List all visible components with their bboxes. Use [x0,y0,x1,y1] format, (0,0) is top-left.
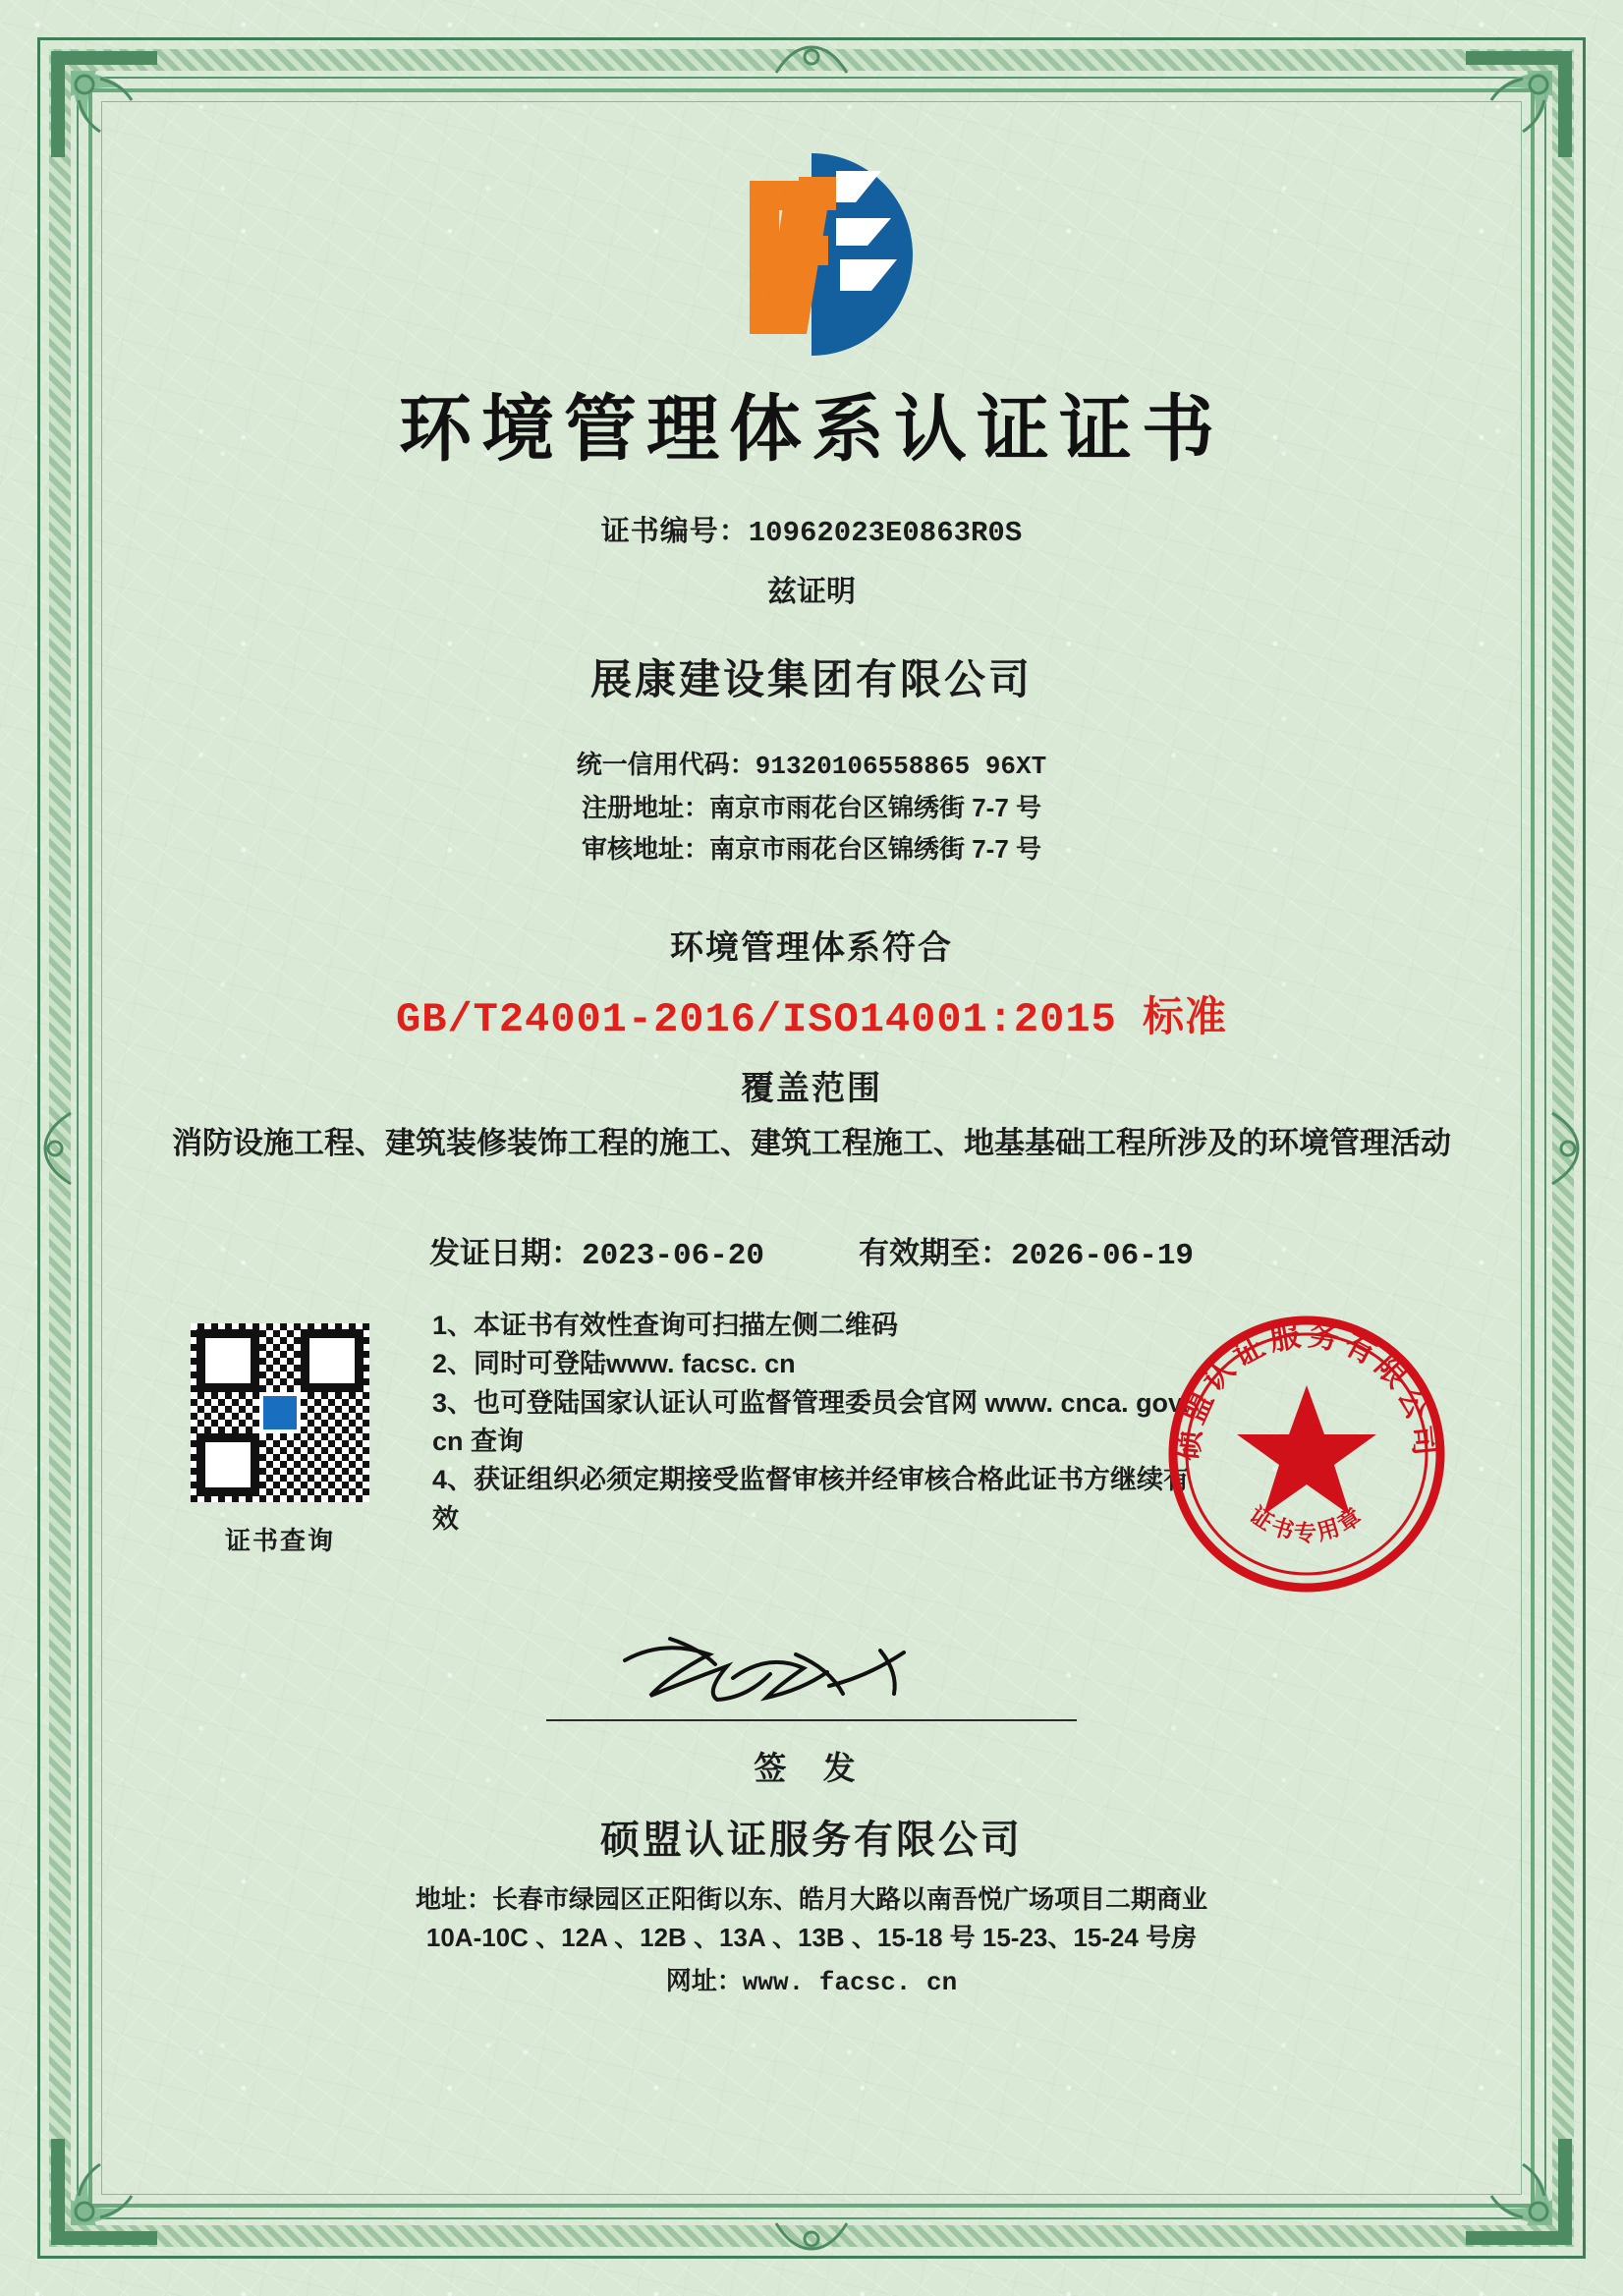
svg-text:硕盟认证服务有限公司: 硕盟认证服务有限公司 [1169,1316,1444,1463]
credit-code-label: 统一信用代码： [576,750,756,779]
website-value: www. facsc. cn [742,1967,958,1997]
issue-date-value: 2023-06-20 [581,1238,764,1273]
certificate-content [108,108,1515,2188]
company-meta [108,744,1515,869]
issuer-website [108,1961,1515,1997]
registered-address-row [108,787,1515,828]
edge-ornament-icon [772,43,851,79]
note-item: 3、也可登陆国家认证认可监督管理委员会官网 www. cnca. gov. cn 查询 [432,1387,1189,1457]
registered-address-label: 注册地址： [581,793,709,823]
expiry-date [859,1228,1194,1273]
dates-row [108,1228,1515,1273]
audit-address-label: 审核地址： [581,834,709,865]
certificate-number-label: 证书编号： [600,516,749,547]
registered-address-value: 南京市雨花台区锦绣街 7-7 号 [708,793,1042,823]
qr-section [177,1318,383,1557]
expiry-date-value: 2026-06-19 [1011,1238,1195,1273]
note-item: 2、同时可登陆www. facsc. cn [432,1349,796,1379]
company-name: 展康建设集团有限公司 [589,656,1033,702]
certificate-number [108,509,1515,549]
conformity-statement: 环境管理体系符合 [670,929,953,968]
hereby-text: 兹证明 [767,576,856,608]
issuer-address-line1: 地址：长春市绿园区正阳街以东、皓月大路以南吾悦广场项目二期商业 [415,1883,1207,1914]
issue-date-label: 发证日期： [428,1235,582,1270]
edge-ornament-icon [772,2217,851,2253]
handwritten-signature-icon [586,1621,1037,1715]
official-seal-icon [1159,1307,1454,1601]
qr-label: 证书查询 [224,1525,335,1555]
notes-list [432,1307,1199,1539]
audit-address-value: 南京市雨花台区锦绣街 7-7 号 [708,834,1042,865]
qr-center-icon [259,1392,301,1433]
issuer-name: 硕盟认证服务有限公司 [600,1818,1023,1862]
signature-area [546,1621,1077,1739]
note-item: 4、获证组织必须定期接受监督审核并经审核合格此证书方继续有效 [432,1465,1191,1534]
scope-title: 覆盖范围 [741,1070,882,1108]
edge-ornament-icon [41,1109,77,1188]
issuer-address [108,1880,1515,1957]
qr-code-icon[interactable] [186,1318,374,1507]
verification-block [108,1307,1515,1631]
scope-body: 消防设施工程、建筑装修装饰工程的施工、建筑工程施工、地基基础工程所涉及的环境管理活动 [172,1126,1451,1161]
issuer-address-line2: 10A-10C 、12A 、12B 、13A 、13B 、15-18 号 15-23、15-24 号房 [425,1922,1198,1952]
audit-address-row [108,828,1515,869]
standard-reference: GB/T24001-2016/ISO14001:2015 标准 [396,996,1227,1044]
expiry-date-label: 有效期至： [859,1235,1011,1270]
signature-line [546,1719,1077,1721]
credit-code-value: 91320106558865 96XT [755,752,1047,781]
svg-text:证书专用章: 证书专用章 [1245,1501,1369,1545]
website-label: 网址： [665,1965,743,1995]
credit-code-row [108,744,1515,787]
certificate-number-value: 10962023E0863R0S [748,517,1023,549]
signature-label: 签 发 [754,1749,869,1786]
edge-ornament-icon [1546,1109,1582,1188]
note-item: 1、本证书有效性查询可扫描左侧二维码 [432,1310,899,1340]
organization-logo-icon [108,132,1515,377]
page-title: 环境管理体系认证证书 [399,388,1224,470]
qr-eye-icon [196,1433,259,1496]
issue-date [429,1228,764,1273]
